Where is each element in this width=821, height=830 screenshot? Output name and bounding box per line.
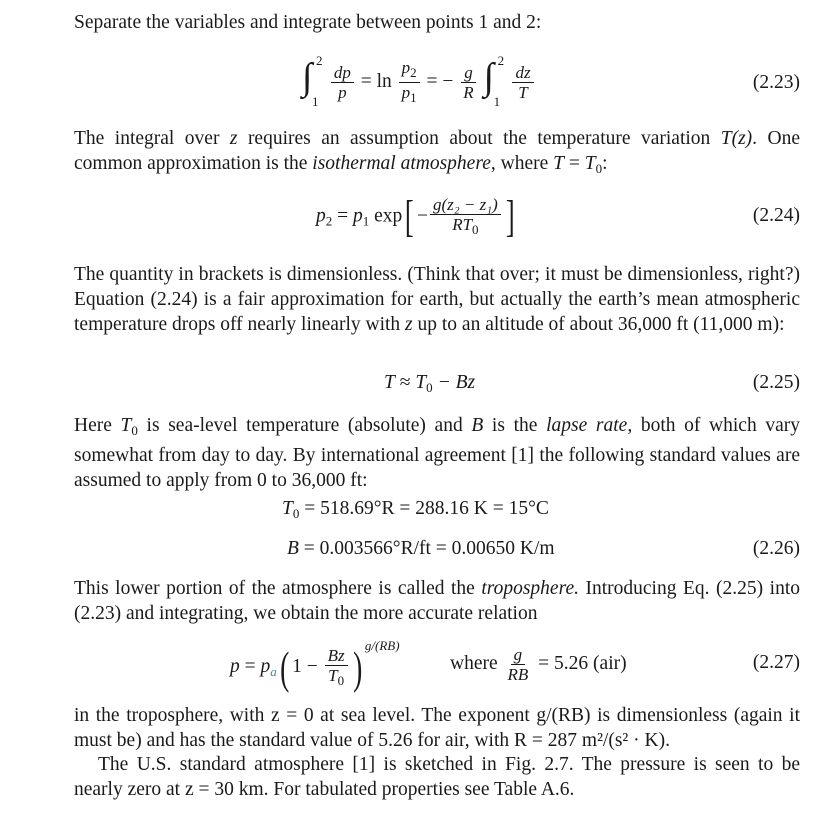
fraction-dz-t: $\frac{dz}{T}$ [512,63,533,102]
paragraph-dimensionless: The quantity in brackets is dimensionless. (Think that over; it must be dimensionless, right?) Equation (2.24) is a fair approximation for earth, but actually the earth’s mean atmospheric temperature drops off nearly linearly with z up to an altitude of about 36,000 ft (11,000 m): [74,264,800,335]
fraction-p2-p1: $\frac{p_2}{p_1}$ [399,58,420,107]
right-paren: ) [352,641,362,693]
standard-b: B = 0.003566°R/ft = 0.00650 K/m [287,538,555,559]
integral-sign: ∫ 2 1 [302,52,323,109]
equation-2-24: $p_2 = p_1$ exp[ − $\frac{\text{g(z₂ − z₁)}}{RT_0}$ ] [316,192,515,241]
intro-text: Separate the variables and integrate between points 1 and 2: [74,12,542,33]
equation-number: (2.24) [752,205,800,226]
equation-2-27: $p = p_a$( 1 − $\frac{Bz}{T_0}$ ) $^{g/(RB)}$ [230,638,400,693]
left-bracket: [ [405,192,415,241]
equation-number: (2.26) [752,538,800,559]
paragraph-standard-atmosphere: The U.S. standard atmosphere [1] is sketched in Fig. 2.7. The pressure is seen to be nearly zero at z = 30 km. For tabulated properties see Table A.6. [74,754,800,800]
integral-sign: ∫ 2 1 [483,52,505,109]
paragraph-isothermal: The integral over z requires an assumption about the temperature variation T(z). One common approximation is the isothermal atmosphere, where $T = T_0$: [74,128,800,176]
paragraph-exponent: in the troposphere, with z = 0 at sea level. The exponent g/(RB) is dimensionless (again it must be) and has the standard value of 5.26 for air, with R = 287 m²/(s² · K). [74,705,800,751]
fraction-g-r: $\frac{g}{R}$ [460,63,476,102]
fraction-bz-t0: $\frac{Bz}{T_0}$ [325,646,348,690]
equation-2-23: ∫ 2 1 $\frac{dp}{p}$ = ln $\frac{p_2}{p_1}$ = − $\frac{g}{R}$ ∫ 2 1 $\frac{dz}{T}$ [302,58,536,107]
fraction-dp-p: $\frac{dp}{p}$ [331,63,354,102]
standard-t0: $T_0 = 518.69^\circ R = 288.16$ K = 15°C [282,498,549,521]
equation-2-25: $T \approx T_0 - Bz$ [384,372,476,395]
paragraph-troposphere: This lower portion of the atmosphere is called the troposphere. Introducing Eq. (2.25) into (2.23) and integrating, we obtain the more accurate relation [74,578,800,624]
equation-number: (2.23) [752,72,800,93]
left-paren: ( [279,641,290,693]
fraction-exponent: $\frac{\text{g(z₂ − z₁)}}{RT_0}$ [430,195,501,239]
equation-number: (2.25) [752,372,800,393]
right-bracket: ] [505,192,515,241]
fraction-g-rb: $\frac{g}{RB}$ [507,645,529,684]
equation-number: (2.27) [752,652,800,673]
equation-2-27-where: where $\frac{g}{RB}$ = 5.26 (air) [450,645,627,684]
paragraph-lapse-rate: Here $T_0$ is sea-level temperature (absolute) and B is the lapse rate, both of which vary somewhat from day to day. By international agreement [1] the following standard values are assumed to apply from 0 to 36,000 ft: [74,415,801,491]
